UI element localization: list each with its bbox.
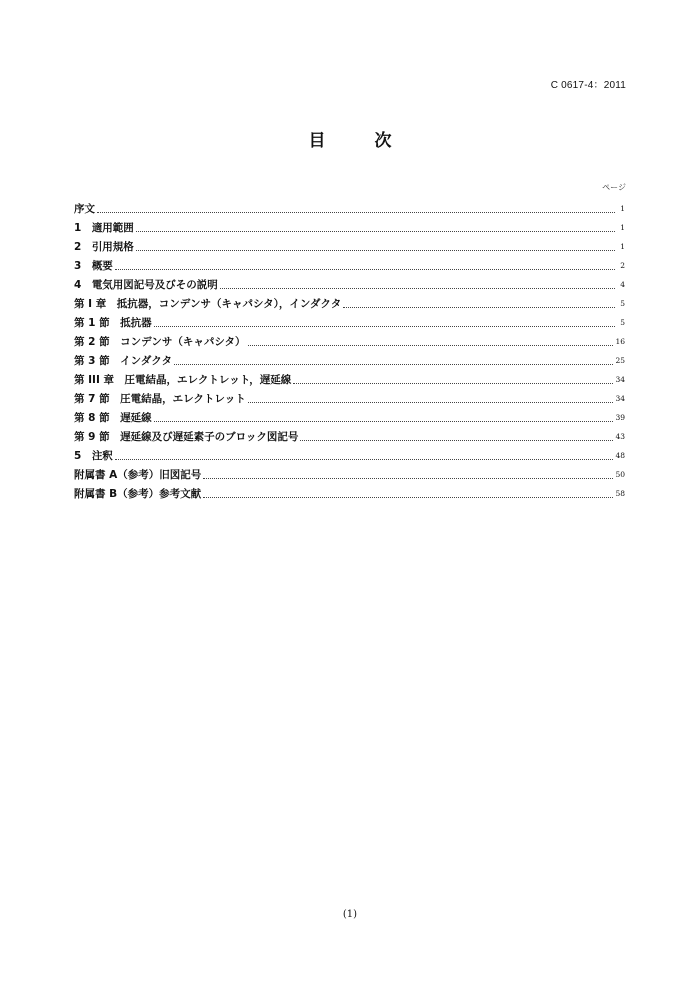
dot-leader <box>203 478 613 479</box>
toc-entry-label: 第 3 節 インダクタ <box>74 355 172 367</box>
toc-entry-page: 2 <box>620 261 625 270</box>
toc-entry-annex-a[interactable] <box>74 463 625 482</box>
dot-leader <box>300 440 613 441</box>
toc-entry-page: 43 <box>615 432 625 441</box>
toc-entry-label: 第 2 節 コンデンサ（キャパシタ） <box>74 336 246 348</box>
dot-leader <box>248 402 614 403</box>
toc-entry-number: 5 <box>74 450 92 462</box>
page-folio: (1) <box>342 909 358 920</box>
toc-entry-number: 4 <box>74 279 92 291</box>
toc-entry-chapter-3[interactable] <box>74 368 625 387</box>
toc-entry-label: 概要 <box>91 260 113 272</box>
toc-entry-number: 1 <box>74 222 92 234</box>
dot-leader <box>174 364 613 365</box>
dot-leader <box>136 231 615 232</box>
toc-entry-page: 48 <box>615 451 625 460</box>
toc-entry-normative-references[interactable] <box>74 235 625 254</box>
toc-entry-section-7[interactable] <box>74 387 625 406</box>
toc-entry-label: 電気用図記号及びその説明 <box>91 279 218 291</box>
toc-entry-chapter-1[interactable] <box>74 292 625 311</box>
dot-leader <box>154 421 614 422</box>
toc-entry-page: 50 <box>615 470 625 479</box>
toc-entry-section-3[interactable] <box>74 349 625 368</box>
table-of-contents <box>74 197 625 501</box>
toc-entry-label: 第 9 節 遅延線及び遅延素子のブロック図記号 <box>74 431 299 443</box>
toc-entry-notes[interactable] <box>74 444 625 463</box>
toc-entry-label: 第 8 節 遅延線 <box>74 412 152 424</box>
toc-entry-section-9[interactable] <box>74 425 625 444</box>
toc-entry-label: 第 III 章 圧電結晶，エレクトレット，遅延線 <box>74 374 292 386</box>
toc-entry-symbols[interactable] <box>74 273 625 292</box>
toc-entry-page: 1 <box>620 242 625 251</box>
toc-entry-page: 25 <box>615 356 625 365</box>
toc-entry-annex-b[interactable] <box>74 482 625 501</box>
toc-entry-label: 第 1 節 抵抗器 <box>74 317 152 329</box>
toc-entry-page: 34 <box>615 394 625 403</box>
dot-leader <box>97 212 615 213</box>
toc-entry-label: 引用規格 <box>91 241 134 253</box>
toc-entry-page: 1 <box>620 223 625 232</box>
dot-leader <box>115 269 615 270</box>
dot-leader <box>136 250 615 251</box>
toc-entry-section-8[interactable] <box>74 406 625 425</box>
toc-entry-section-1[interactable] <box>74 311 625 330</box>
dot-leader <box>343 307 615 308</box>
toc-entry-page: 16 <box>615 337 625 346</box>
dot-leader <box>220 288 615 289</box>
toc-entry-preface[interactable] <box>74 197 625 216</box>
toc-entry-number: 3 <box>74 260 92 272</box>
toc-entry-page: 5 <box>620 299 625 308</box>
toc-entry-label: 附属書 A（参考）旧図記号 <box>74 469 202 481</box>
dot-leader <box>293 383 613 384</box>
toc-entry-scope[interactable] <box>74 216 625 235</box>
toc-entry-label: 第 7 節 圧電結晶，エレクトレット <box>74 393 246 405</box>
document-code: C 0617-4：2011 <box>550 80 626 91</box>
toc-entry-section-2[interactable] <box>74 330 625 349</box>
toc-entry-page: 34 <box>615 375 625 384</box>
toc-entry-overview[interactable] <box>74 254 625 273</box>
dot-leader <box>115 459 614 460</box>
toc-entry-page: 58 <box>615 489 625 498</box>
dot-leader <box>203 497 613 498</box>
toc-entry-label: 序文 <box>74 203 95 215</box>
toc-entry-label: 注釈 <box>91 450 113 462</box>
toc-entry-label: 適用範囲 <box>91 222 134 234</box>
toc-entry-label: 附属書 B（参考）参考文献 <box>74 488 202 500</box>
toc-entry-page: 5 <box>620 318 625 327</box>
toc-entry-page: 4 <box>620 280 625 289</box>
page-title: 目 次 <box>308 131 408 151</box>
dot-leader <box>248 345 614 346</box>
dot-leader <box>154 326 615 327</box>
toc-entry-page: 1 <box>620 204 625 213</box>
toc-entry-label: 第 I 章 抵抗器，コンデンサ（キャパシタ），インダクタ <box>74 298 342 310</box>
toc-entry-page: 39 <box>615 413 625 422</box>
toc-entry-number: 2 <box>74 241 92 253</box>
page-column-label: ページ <box>602 183 626 192</box>
